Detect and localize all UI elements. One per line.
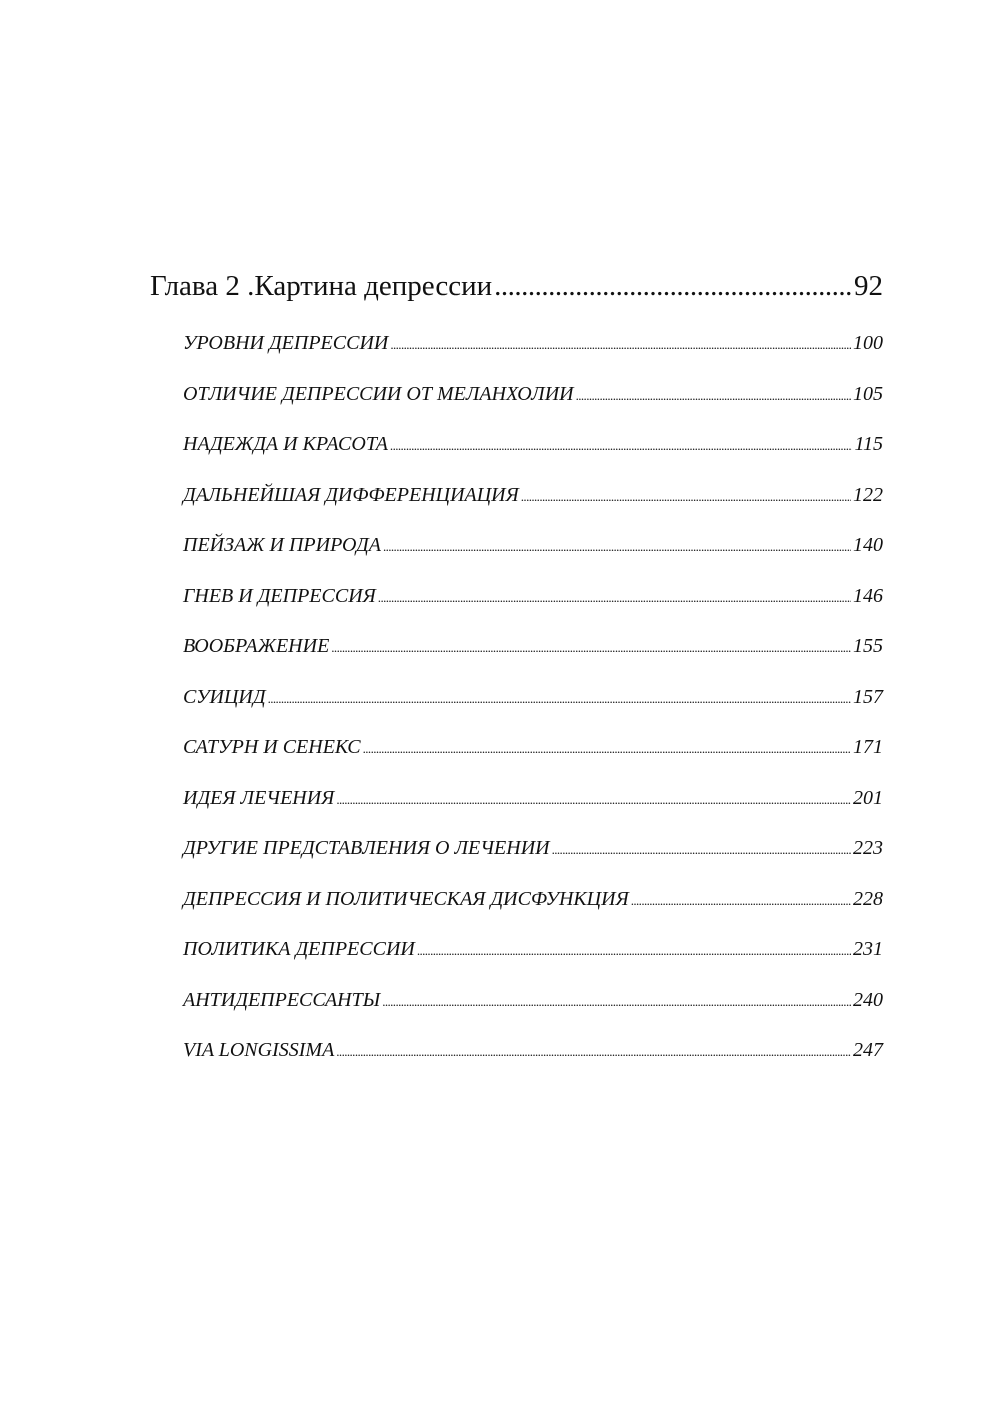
toc-entry-page: 157 [853, 685, 883, 708]
dot-leader [336, 1027, 851, 1078]
toc-entry-title: САТУРН И СЕНЕКС [183, 736, 361, 758]
toc-entry-page: 240 [853, 988, 883, 1011]
toc-entry-page: 140 [853, 534, 883, 556]
toc-entry-page: 228 [853, 887, 883, 910]
toc-entry-page: 247 [853, 1039, 883, 1061]
toc-entry [183, 419, 883, 470]
toc-entry [183, 672, 883, 723]
dot-leader [576, 371, 851, 422]
toc-entry-title: ВООБРАЖЕНИЕ [183, 635, 330, 657]
toc-entry-page: 115 [854, 433, 883, 455]
toc-entry [183, 1025, 883, 1076]
dot-leader [390, 421, 853, 472]
toc-entry [183, 621, 883, 672]
toc-entry [183, 823, 883, 874]
toc-entry-page: 105 [853, 382, 883, 405]
toc-entry-title: СУИЦИД [183, 685, 266, 708]
toc-entry-title: УРОВНИ ДЕПРЕССИИ [183, 332, 389, 354]
dot-leader [521, 472, 851, 523]
toc-entry [183, 924, 883, 975]
toc-entry [183, 369, 883, 420]
toc-entry-title: ДАЛЬНЕЙШАЯ ДИФФЕРЕНЦИАЦИЯ [183, 483, 519, 506]
toc-entry-page: 171 [853, 736, 883, 758]
toc-entry [183, 722, 883, 773]
table-of-contents [150, 262, 883, 1076]
toc-entry-title: ИДЕЯ ЛЕЧЕНИЯ [183, 786, 335, 809]
toc-entry [183, 318, 883, 369]
toc-entry-title: VIA LONGISSIMA [183, 1039, 335, 1061]
dot-leader [336, 775, 851, 826]
dot-leader [268, 674, 851, 725]
toc-entry [183, 874, 883, 925]
dot-leader [494, 262, 852, 310]
dot-leader [382, 977, 851, 1028]
chapter-page-number: 92 [854, 270, 883, 302]
toc-entry-title: НАДЕЖДА И КРАСОТА [183, 433, 388, 455]
toc-entry-title: ПЕЙЗАЖ И ПРИРОДА [183, 534, 381, 556]
toc-entry-page: 100 [853, 332, 883, 354]
toc-entry-title: ОТЛИЧИЕ ДЕПРЕССИИ ОТ МЕЛАНХОЛИИ [183, 382, 574, 405]
toc-entry [183, 571, 883, 622]
toc-entry-title: ДРУГИЕ ПРЕДСТАВЛЕНИЯ О ЛЕЧЕНИИ [183, 837, 550, 859]
toc-entry-page: 122 [853, 483, 883, 506]
dot-leader [363, 724, 851, 775]
dot-leader [331, 623, 851, 674]
toc-entry [183, 520, 883, 571]
toc-entry-page: 201 [853, 786, 883, 809]
toc-entry [183, 470, 883, 521]
toc-entry-page: 155 [853, 635, 883, 657]
toc-entry-page: 231 [853, 938, 883, 960]
chapter-heading [150, 262, 883, 310]
toc-entry-title: АНТИДЕПРЕССАНТЫ [183, 988, 381, 1011]
toc-entry-page: 223 [853, 837, 883, 859]
toc-entry [183, 975, 883, 1026]
toc-entry-title: ПОЛИТИКА ДЕПРЕССИИ [183, 938, 415, 960]
toc-entry-title: ГНЕВ И ДЕПРЕССИЯ [183, 584, 376, 607]
chapter-title: Глава 2 .Картина депрессии [150, 270, 493, 302]
dot-leader [552, 825, 851, 876]
dot-leader [378, 573, 851, 624]
toc-entry-page: 146 [853, 584, 883, 607]
dot-leader [631, 876, 851, 927]
toc-entries [183, 318, 883, 1076]
toc-entry-title: ДЕПРЕССИЯ И ПОЛИТИЧЕСКАЯ ДИСФУНКЦИЯ [183, 887, 629, 910]
dot-leader [390, 320, 851, 371]
dot-leader [383, 522, 851, 573]
dot-leader [417, 926, 851, 977]
toc-entry [183, 773, 883, 824]
